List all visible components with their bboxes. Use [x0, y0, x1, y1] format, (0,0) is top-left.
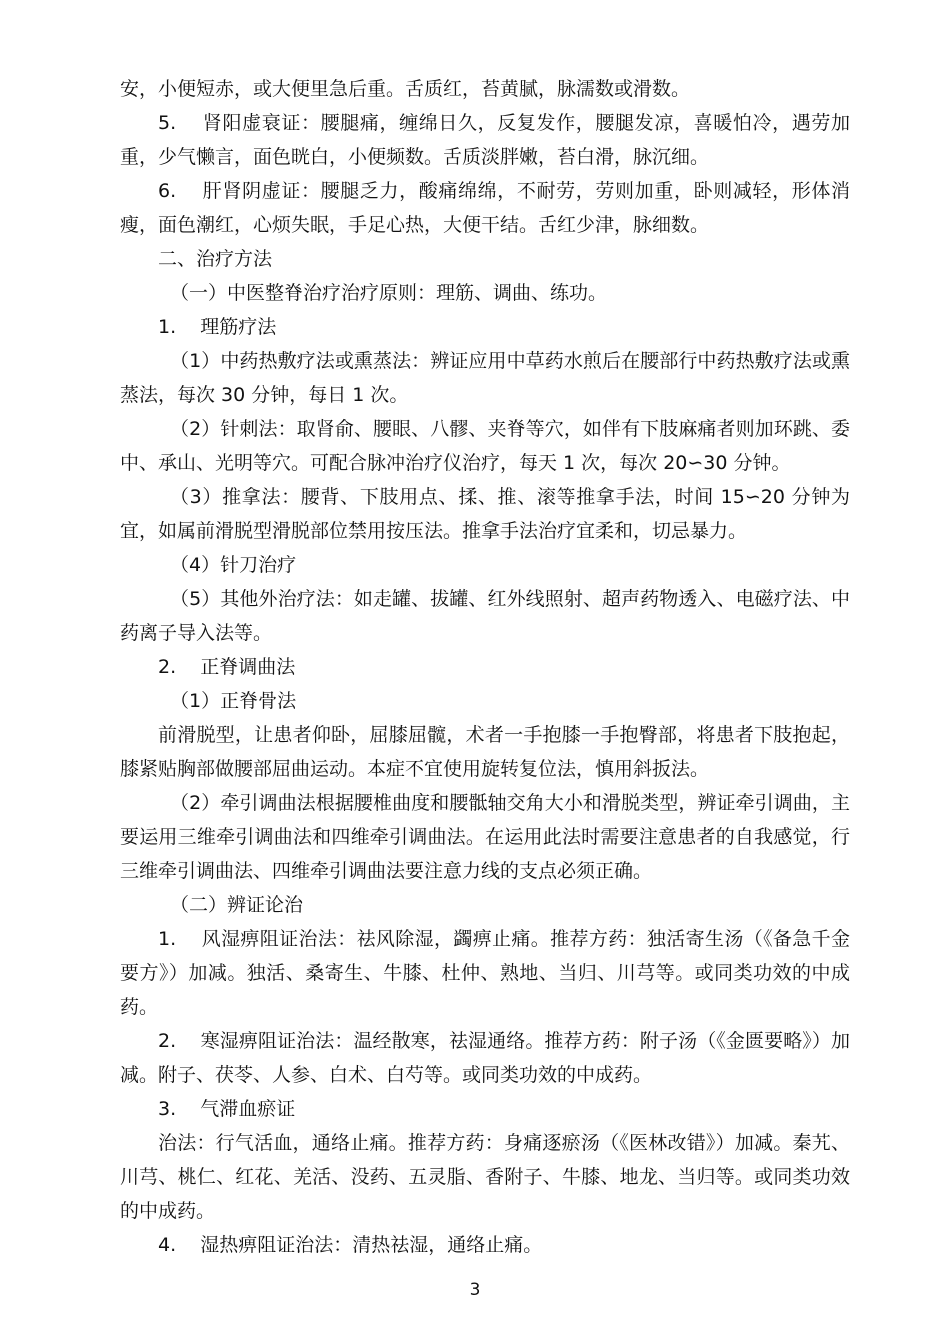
body-text: [120, 72, 850, 1262]
paragraph-9: （4）针刀治疗: [170, 554, 297, 576]
paragraph-13: 前滑脱型，让患者仰卧，屈膝屈髋，术者一手抱膝一手抱臀部，将患者下肢抱起，膝紧贴胸部做腰部屈曲运动。本症不宜使用旋转复位法，慎用斜扳法。: [120, 724, 850, 780]
paragraph-18: 3. 气滞血瘀证: [158, 1098, 296, 1120]
paragraph-17: 2. 寒湿痹阻证治法：温经散寒，祛湿通络。推荐方药：附子汤（《金匮要略》）加减。附子、茯苓、人参、白术、白芍等。或同类功效的中成药。: [120, 1030, 850, 1086]
paragraph-1: 5. 肾阳虚衰证：腰腿痛，缠绵日久，反复发作，腰腿发凉，喜暖怕冷，遇劳加重，少气懒言，面色晄白，小便频数。舌质淡胖嫩，苔白滑，脉沉细。: [120, 112, 850, 168]
paragraph-10: （5）其他外治疗法：如走罐、拔罐、红外线照射、超声药物透入、电磁疗法、中药离子导入法等。: [120, 588, 850, 644]
paragraph-7: （2）针刺法：取肾俞、腰眼、八髎、夹脊等穴，如伴有下肢麻痛者则加环跳、委中、承山、光明等穴。可配合脉冲治疗仪治疗，每天 1 次，每次 20∽30 分钟。: [120, 418, 850, 474]
paragraph-16: 1. 风湿痹阻证治法：祛风除湿，蠲痹止痛。推荐方药：独活寄生汤（《备急千金要方》）加减。独活、桑寄生、牛膝、杜仲、熟地、当归、川芎等。或同类功效的中成药。: [120, 928, 850, 1018]
section-heading-treatment: 二、治疗方法: [158, 248, 273, 270]
subsection-heading-diagnosis: （二）辨证论治: [170, 894, 304, 916]
paragraph-12: （1）正脊骨法: [170, 690, 297, 712]
paragraph-14: （2）牵引调曲法根据腰椎曲度和腰骶轴交角大小和滑脱类型，辨证牵引调曲，主要运用三维牵引调曲法和四维牵引调曲法。在运用此法时需要注意患者的自我感觉，行三维牵引调曲法、四维牵引调曲法要注意力线的支点必须正确。: [120, 792, 850, 882]
paragraph-19: 治法：行气活血，通络止痛。推荐方药：身痛逐瘀汤（《医林改错》）加减。秦艽、川芎、桃仁、红花、羌活、没药、五灵脂、香附子、牛膝、地龙、当归等。或同类功效的中成药。: [120, 1132, 850, 1222]
paragraph-2: 6. 肝肾阴虚证：腰腿乏力，酸痛绵绵，不耐劳，劳则加重，卧则减轻，形体消瘦，面色潮红，心烦失眠，手足心热，大便干结。舌红少津，脉细数。: [120, 180, 850, 236]
item-heading-1: 1. 理筋疗法: [158, 316, 277, 338]
paragraph-0: 安，小便短赤，或大便里急后重。舌质红，苔黄腻，脉濡数或滑数。: [120, 78, 691, 100]
paragraph-6: （1）中药热敷疗法或熏蒸法：辨证应用中草药水煎后在腰部行中药热敷疗法或熏蒸法，每次 30 分钟，每日 1 次。: [120, 350, 850, 406]
paragraph-8: （3）推拿法：腰背、下肢用点、揉、推、滚等推拿手法，时间 15∽20 分钟为宜，如属前滑脱型滑脱部位禁用按压法。推拿手法治疗宜柔和，切忌暴力。: [120, 486, 850, 542]
item-heading-2: 2. 正脊调曲法: [158, 656, 296, 678]
page-number: 3: [469, 1280, 481, 1300]
paragraph-20: 4. 湿热痹阻证治法：清热祛湿，通络止痛。: [158, 1234, 543, 1256]
subsection-heading-principles: （一）中医整脊治疗治疗原则：理筋、调曲、练功。: [170, 282, 608, 304]
